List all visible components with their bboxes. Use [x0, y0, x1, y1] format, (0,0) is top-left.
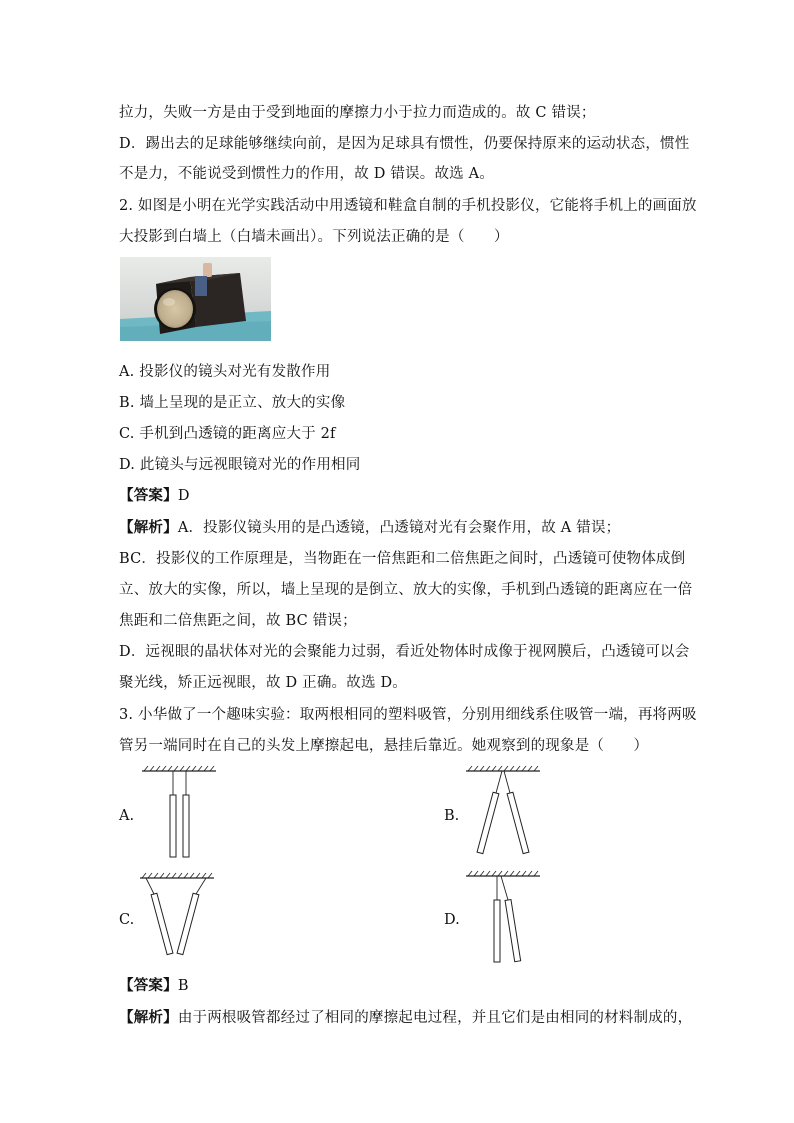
analysis-line: 聚光线，矫正远视眼，故 D 正确。故选 D。 — [119, 675, 407, 691]
answer-value: B — [177, 978, 189, 994]
question-2-stem: 2. 如图是小明在光学实践活动中用透镜和鞋盒自制的手机投影仪，它能将手机上的画面放 — [119, 198, 697, 214]
figure-option-d — [464, 870, 544, 965]
answer-value: D — [177, 488, 190, 504]
figure-option-c-label: C. — [119, 912, 135, 928]
text-line: D．踢出去的足球能够继续向前，是因为足球具有惯性，仍要保持原来的运动状态，惯性 — [119, 136, 690, 152]
text-line: 不是力，不能说受到惯性力的作用，故 D 错误。故选 A。 — [119, 166, 495, 182]
analysis-line — [119, 1008, 699, 1028]
analysis-line: D．远视眼的晶状体对光的会聚能力过弱，看近处物体时成像于视网膜后，凸透镜可以会 — [119, 644, 690, 660]
figure-option-b-label: B. — [444, 808, 460, 824]
question-3-stem: 管另一端同时在自己的头发上摩擦起电，悬挂后靠近。她观察到的现象是（ ） — [119, 738, 649, 754]
analysis-tag: 【解析】 — [119, 1009, 178, 1026]
option-b: B. 墙上呈现的是正立、放大的实像 — [119, 395, 346, 411]
option-c: C. 手机到凸透镜的距离应大于 2f — [119, 426, 336, 442]
analysis-tag: 【解析】 — [119, 519, 178, 536]
option-a: A. 投影仪的镜头对光有发散作用 — [119, 364, 331, 380]
answer-tag: 【答案】 — [119, 977, 178, 994]
question-2-stem: 大投影到白墙上（白墙未画出）。下列说法正确的是（ ） — [119, 229, 509, 245]
analysis-line: BC．投影仪的工作原理是，当物距在一倍焦距和二倍焦距之间时，凸透镜可使物体成倒 — [119, 551, 686, 567]
analysis-text: A．投影仪镜头用的是凸透镜，凸透镜对光有会聚作用，故 A 错误； — [177, 520, 621, 536]
figure-option-d-label: D. — [444, 912, 460, 928]
analysis-line — [119, 518, 699, 538]
figure-option-a-label: A. — [119, 808, 135, 824]
answer-line — [119, 486, 699, 506]
analysis-line: 立、放大的实像，所以，墙上呈现的是倒立、放大的实像，手机到凸透镜的距离应在一倍 — [119, 582, 693, 598]
answer-tag: 【答案】 — [119, 487, 178, 504]
projector-photo — [120, 257, 271, 341]
figure-option-b — [464, 765, 544, 860]
analysis-text: 由于两根吸管都经过了相同的摩擦起电过程，并且它们是由相同的材料制成的， — [177, 1010, 693, 1026]
answer-line — [119, 976, 699, 996]
figure-option-c — [138, 872, 218, 964]
figure-option-a — [140, 765, 220, 860]
option-d: D. 此镜头与远视眼镜对光的作用相同 — [119, 457, 361, 473]
question-3-stem: 3. 小华做了一个趣味实验：取两根相同的塑料吸管，分别用细线系住吸管一端，再将两吸 — [119, 707, 697, 723]
text-line: 拉力，失败一方是由于受到地面的摩擦力小于拉力而造成的。故 C 错误； — [119, 105, 596, 121]
analysis-line: 焦距和二倍焦距之间，故 BC 错误； — [119, 613, 357, 629]
